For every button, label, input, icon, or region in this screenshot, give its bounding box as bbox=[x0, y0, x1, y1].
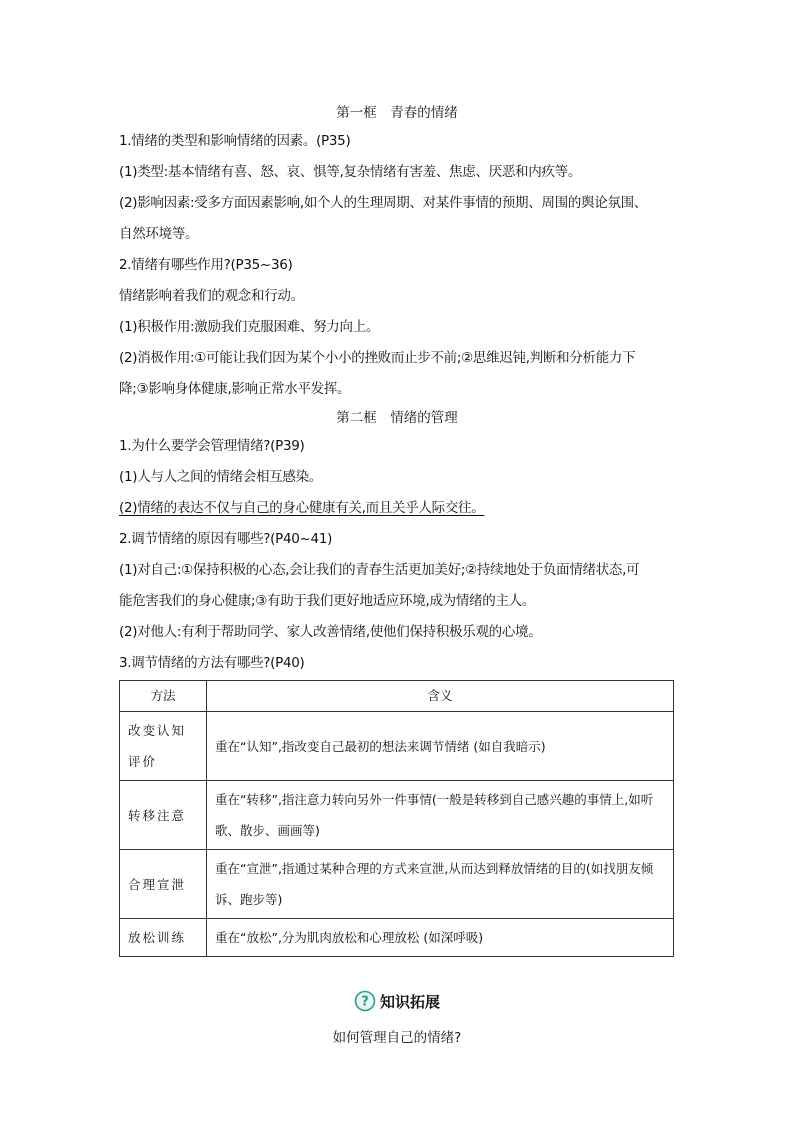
section1-title: 第一框 青春的情绪 bbox=[336, 105, 458, 121]
section2-q2-answer1-line1: (1)对自己:①保持积极的心态,会让我们的青春生活更加美好;②持续地处于负面情绪状态,可 bbox=[119, 562, 640, 578]
table-cell-meaning: 重在“放松”,分为肌肉放松和心理放松 (如深呼吸) bbox=[207, 919, 674, 957]
methods-table bbox=[119, 680, 674, 957]
section2-q2-answer1-line2: 能危害我们的身心健康;③有助于我们更好地适应环境,成为情绪的主人。 bbox=[119, 593, 536, 609]
section1-q2: 2.情绪有哪些作用?(P35~36) bbox=[119, 257, 293, 273]
section1-q1-answer2-line2: 自然环境等。 bbox=[119, 226, 199, 242]
section1-q2-answer1: (1)积极作用:激励我们克服困难、努力向上。 bbox=[119, 319, 380, 335]
svg-text:?: ? bbox=[361, 994, 369, 1010]
table-cell-meaning: 重在“转移”,指注意力转向另外一件事情(一般是转移到自己感兴趣的事情上,如听歌、散步、画画等) bbox=[207, 781, 674, 850]
table-cell-method: 改变认知评价 bbox=[120, 712, 207, 781]
section2-title: 第二框 情绪的管理 bbox=[336, 410, 458, 426]
knowledge-extension-subtitle: 如何管理自己的情绪? bbox=[332, 1030, 462, 1046]
table-cell-meaning: 重在“认知”,指改变自己最初的想法来调节情绪 (如自我暗示) bbox=[207, 712, 674, 781]
table-row bbox=[120, 850, 674, 919]
table-header-meaning: 含义 bbox=[207, 681, 674, 712]
knowledge-extension-badge bbox=[354, 990, 440, 1012]
table-cell-method: 放松训练 bbox=[120, 919, 207, 957]
section2-q1-answer1: (1)人与人之间的情绪会相互感染。 bbox=[119, 469, 323, 485]
section1-q1-answer2-line1: (2)影响因素:受多方面因素影响,如个人的生理周期、对某件事情的预期、周围的舆论氛围、 bbox=[119, 195, 648, 211]
section2-q2: 2.调节情绪的原因有哪些?(P40~41) bbox=[119, 531, 333, 547]
table-row bbox=[120, 919, 674, 957]
section2-q1-answer2: (2)情绪的表达不仅与自己的身心健康有关,而且关乎人际交往。 bbox=[119, 500, 485, 516]
table-header-row bbox=[120, 681, 674, 712]
section1-q1-answer1: (1)类型:基本情绪有喜、怒、哀、惧等,复杂情绪有害羞、焦虑、厌恶和内疚等。 bbox=[119, 164, 582, 180]
document-content bbox=[119, 100, 675, 1046]
section1-q2-intro: 情绪影响着我们的观念和行动。 bbox=[119, 288, 304, 304]
knowledge-extension bbox=[119, 990, 675, 1016]
section1-q1: 1.情绪的类型和影响情绪的因素。(P35) bbox=[119, 133, 351, 149]
section2-q1: 1.为什么要学会管理情绪?(P39) bbox=[119, 438, 305, 454]
table-cell-method: 转移注意 bbox=[120, 781, 207, 850]
table-header-method: 方法 bbox=[120, 681, 207, 712]
section1-q2-answer2-line2: 降;③影响身体健康,影响正常水平发挥。 bbox=[119, 381, 351, 397]
table-row bbox=[120, 781, 674, 850]
table-cell-method: 合理宣泄 bbox=[120, 850, 207, 919]
table-row bbox=[120, 712, 674, 781]
section1-q2-answer2-line1: (2)消极作用:①可能让我们因为某个小小的挫败而止步不前;②思维迟钝,判断和分析能力下 bbox=[119, 350, 636, 366]
knowledge-extension-label: 知识拓展 bbox=[379, 992, 440, 1011]
table-cell-meaning: 重在“宣泄”,指通过某种合理的方式来宣泄,从而达到释放情绪的目的(如找朋友倾诉、跑步等) bbox=[207, 850, 674, 919]
question-icon bbox=[354, 990, 376, 1012]
section2-q3: 3.调节情绪的方法有哪些?(P40) bbox=[119, 655, 305, 671]
section2-q2-answer2: (2)对他人:有利于帮助同学、家人改善情绪,使他们保持积极乐观的心境。 bbox=[119, 624, 542, 640]
